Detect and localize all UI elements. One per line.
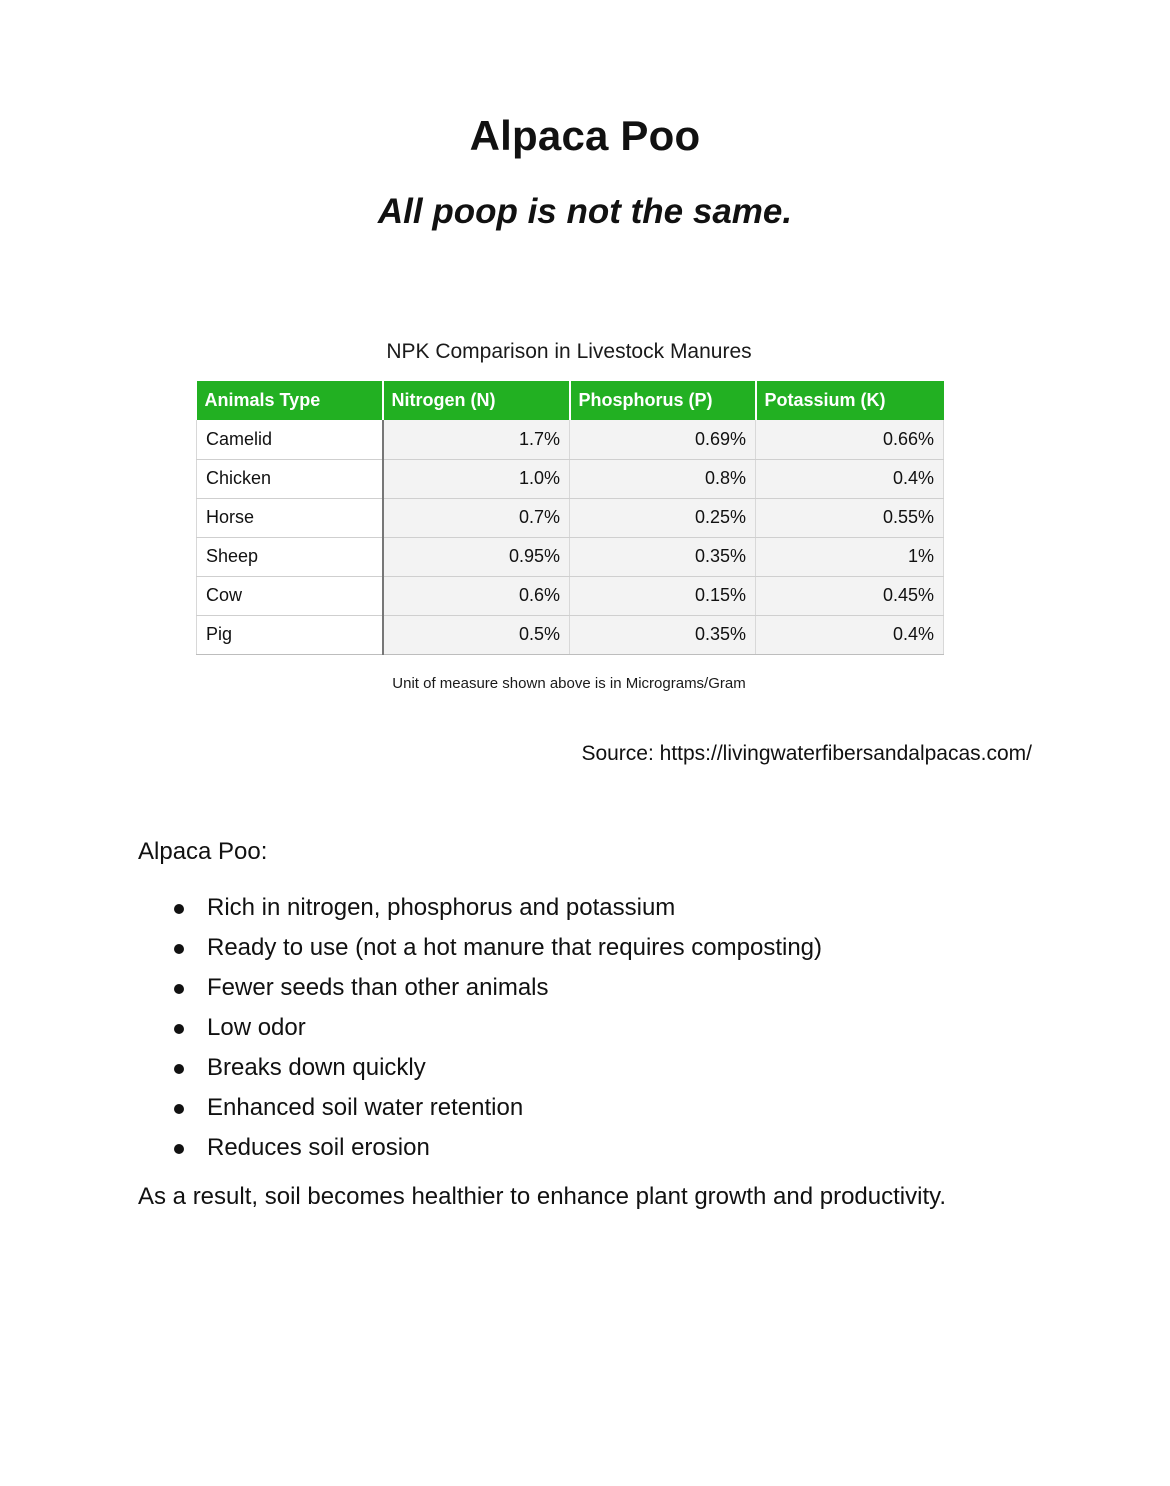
list-item [138, 1010, 822, 1050]
list-item [138, 1130, 822, 1170]
bullet-icon [174, 1024, 184, 1034]
animal-cell: Camelid [197, 420, 383, 459]
table-row [197, 576, 944, 615]
list-item-text: Low odor [207, 1014, 306, 1041]
list-item [138, 1050, 822, 1090]
animal-cell: Sheep [197, 537, 383, 576]
list-item-text: Reduces soil erosion [207, 1134, 430, 1161]
phosphorus-cell: 0.69% [570, 420, 756, 459]
benefits-list [138, 890, 822, 1170]
benefits-label: Alpaca Poo: [138, 838, 268, 865]
list-item [138, 890, 822, 930]
list-item-text: Ready to use (not a hot manure that requires composting) [207, 934, 822, 961]
phosphorus-cell: 0.35% [570, 615, 756, 654]
nitrogen-cell: 0.6% [383, 576, 570, 615]
bullet-icon [174, 1104, 184, 1114]
list-item [138, 970, 822, 1010]
nitrogen-cell: 0.95% [383, 537, 570, 576]
table-caption: NPK Comparison in Livestock Manures [386, 340, 752, 363]
nitrogen-cell: 0.5% [383, 615, 570, 654]
bullet-icon [174, 904, 184, 914]
column-header-potassium: Potassium (K) [756, 381, 944, 420]
bullet-icon [174, 944, 184, 954]
phosphorus-cell: 0.25% [570, 498, 756, 537]
conclusion-text: As a result, soil becomes healthier to enhance plant growth and productivity. [138, 1183, 947, 1210]
potassium-cell: 0.45% [756, 576, 944, 615]
list-item [138, 930, 822, 970]
list-item-text: Breaks down quickly [207, 1054, 426, 1081]
potassium-cell: 0.4% [756, 459, 944, 498]
page-subtitle: All poop is not the same. [377, 192, 793, 231]
column-header-animals-type: Animals Type [197, 381, 383, 420]
list-item-text: Fewer seeds than other animals [207, 974, 549, 1001]
animal-cell: Cow [197, 576, 383, 615]
potassium-cell: 0.4% [756, 615, 944, 654]
table-row [197, 420, 944, 459]
bullet-icon [174, 1064, 184, 1074]
phosphorus-cell: 0.35% [570, 537, 756, 576]
list-item-text: Enhanced soil water retention [207, 1094, 524, 1121]
animal-cell: Pig [197, 615, 383, 654]
nitrogen-cell: 1.7% [383, 420, 570, 459]
phosphorus-cell: 0.15% [570, 576, 756, 615]
list-item-text: Rich in nitrogen, phosphorus and potassium [207, 894, 676, 921]
table-row [197, 615, 944, 654]
animal-cell: Horse [197, 498, 383, 537]
column-header-nitrogen: Nitrogen (N) [383, 381, 570, 420]
bullet-icon [174, 1144, 184, 1154]
potassium-cell: 0.55% [756, 498, 944, 537]
list-item [138, 1090, 822, 1130]
npk-comparison-table [196, 381, 944, 655]
table-row [197, 498, 944, 537]
unit-of-measure-note: Unit of measure shown above is in Micrograms/Gram [392, 675, 746, 692]
table-header-row [197, 381, 944, 420]
table-row [197, 459, 944, 498]
source-citation: Source: https://livingwaterfibersandalpacas.com/ [581, 742, 1032, 765]
nitrogen-cell: 1.0% [383, 459, 570, 498]
potassium-cell: 0.66% [756, 420, 944, 459]
nitrogen-cell: 0.7% [383, 498, 570, 537]
potassium-cell: 1% [756, 537, 944, 576]
column-header-phosphorus: Phosphorus (P) [570, 381, 756, 420]
animal-cell: Chicken [197, 459, 383, 498]
table-row [197, 537, 944, 576]
phosphorus-cell: 0.8% [570, 459, 756, 498]
bullet-icon [174, 984, 184, 994]
page-title: Alpaca Poo [469, 112, 701, 159]
